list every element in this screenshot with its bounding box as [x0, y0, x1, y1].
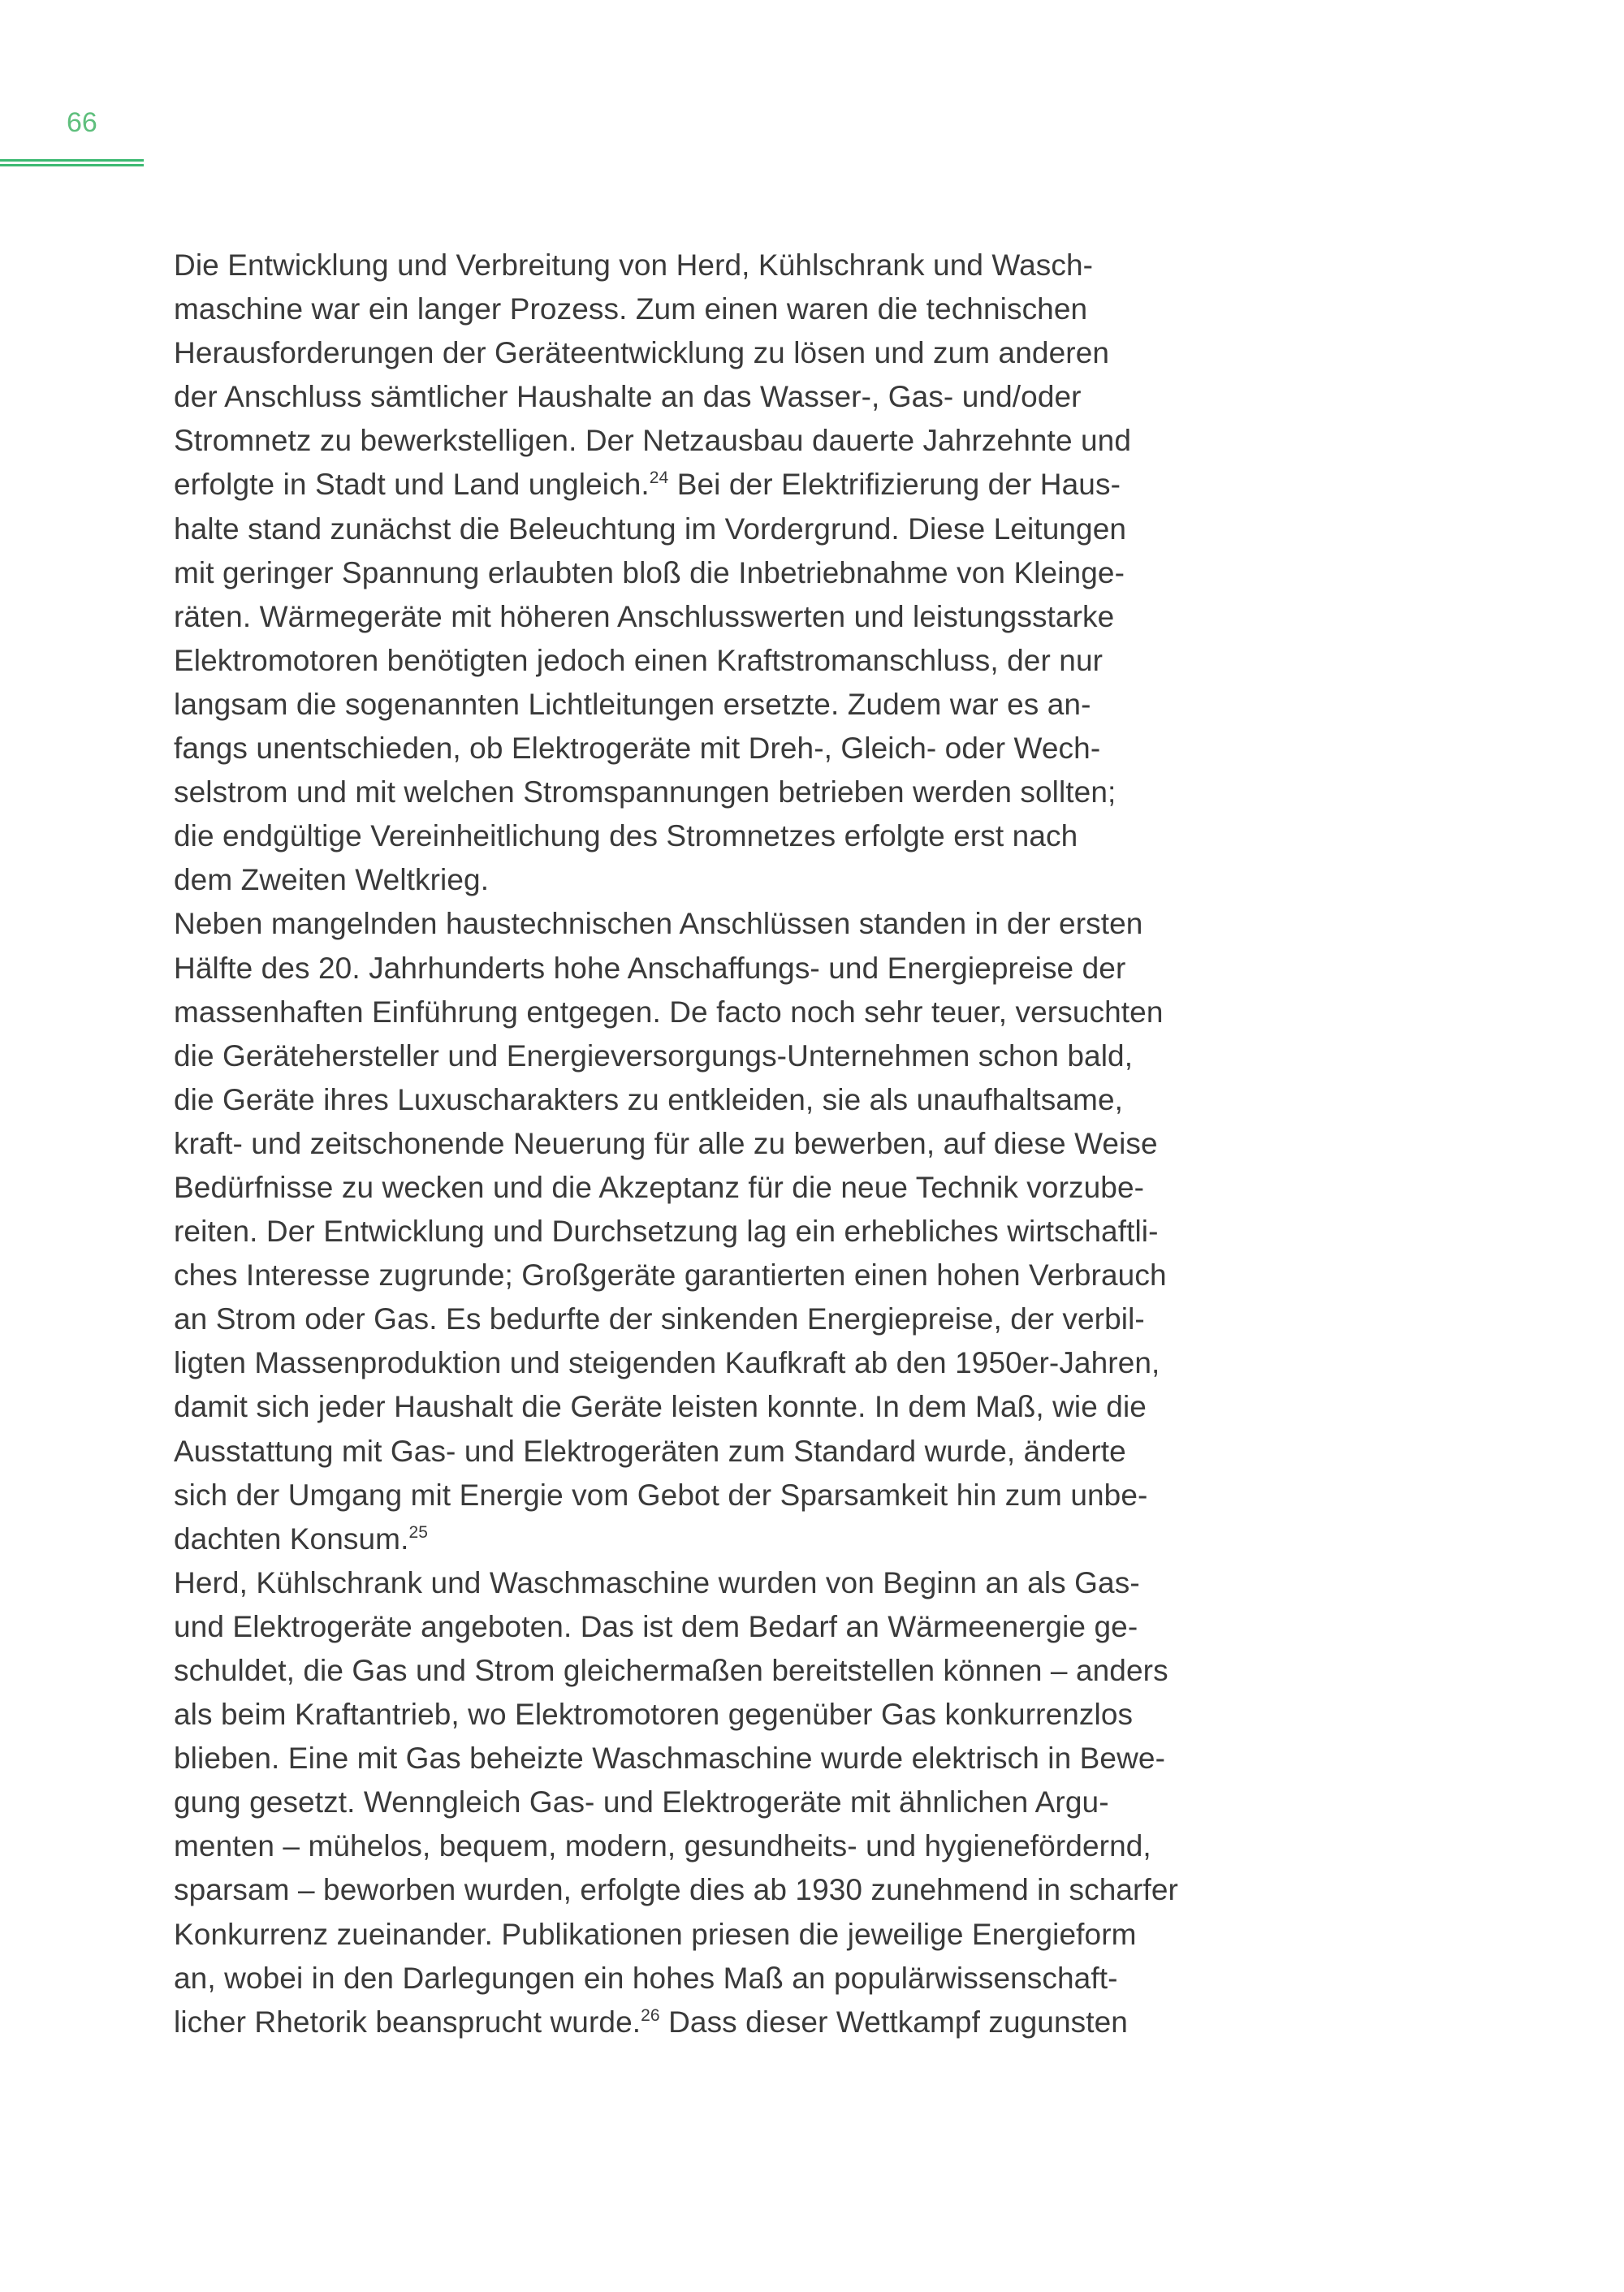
text-line — [174, 858, 1178, 902]
text-segment: damit sich jeder Haushalt die Geräte leisten konnte. In dem Maß, wie die — [174, 1390, 1147, 1424]
text-line — [174, 331, 1178, 375]
text-segment: Die Entwicklung und Verbreitung von Herd, Kühlschrank und Wasch- — [174, 248, 1094, 282]
text-segment: ligten Massenproduktion und steigenden Kaufkraft ab den 1950er-Jahren, — [174, 1346, 1160, 1380]
header-rule-bottom — [0, 164, 144, 166]
text-segment: an, wobei in den Darlegungen ein hohes Maß an populärwissenschaft- — [174, 1961, 1118, 1995]
text-segment: halte stand zunächst die Beleuchtung im Vordergrund. Diese Leitungen — [174, 511, 1127, 546]
text-line — [174, 727, 1178, 770]
text-line — [174, 1737, 1178, 1781]
text-segment: erfolgte in Stadt und Land ungleich. — [174, 468, 650, 502]
text-segment: fangs unentschieden, ob Elektrogeräte mit Dreh-, Gleich- oder Wech- — [174, 732, 1101, 766]
text-line — [174, 1605, 1178, 1649]
text-segment: räten. Wärmegeräte mit höheren Anschlusswerten und leistungsstarke — [174, 599, 1115, 633]
text-line — [174, 1913, 1178, 1957]
text-line — [174, 1957, 1178, 2001]
text-line — [174, 244, 1178, 287]
text-segment: sparsam – beworben wurden, erfolgte dies ab 1930 zunehmend in scharfer — [174, 1873, 1178, 1907]
text-segment: Dass dieser Wettkampf zugunsten — [659, 2005, 1128, 2039]
text-line — [174, 1693, 1178, 1737]
text-line — [174, 1430, 1178, 1474]
text-segment: die Gerätehersteller und Energieversorgungs-Unternehmen schon bald, — [174, 1038, 1134, 1073]
text-line — [174, 1254, 1178, 1297]
text-line — [174, 991, 1178, 1034]
text-line — [174, 1034, 1178, 1078]
text-line — [174, 902, 1178, 946]
text-segment: und Elektrogeräte angeboten. Das ist dem Bedarf an Wärmeenergie ge- — [174, 1609, 1138, 1643]
text-line — [174, 1341, 1178, 1385]
text-line — [174, 507, 1178, 551]
text-line — [174, 1517, 1178, 1561]
text-segment: Stromnetz zu bewerkstelligen. Der Netzausbau dauerte Jahrzehnte und — [174, 424, 1132, 458]
text-segment: Bei der Elektrifizierung der Haus- — [668, 468, 1121, 502]
text-segment: die Geräte ihres Luxuscharakters zu entkleiden, sie als unaufhaltsame, — [174, 1082, 1124, 1116]
text-line — [174, 1868, 1178, 1912]
text-segment: sich der Umgang mit Energie vom Gebot der Sparsamkeit hin zum unbe- — [174, 1478, 1148, 1512]
text-line — [174, 551, 1178, 595]
text-segment: Herd, Kühlschrank und Waschmaschine wurden von Beginn an als Gas- — [174, 1565, 1140, 1599]
text-segment: an Strom oder Gas. Es bedurfte der sinkenden Energiepreise, der verbil- — [174, 1302, 1145, 1336]
text-segment: dachten Konsum. — [174, 1522, 409, 1556]
body-text — [174, 244, 1178, 2044]
text-segment: gung gesetzt. Wenngleich Gas- und Elektrogeräte mit ähnlichen Argu- — [174, 1785, 1109, 1819]
text-line — [174, 287, 1178, 331]
text-line — [174, 2001, 1178, 2044]
text-line — [174, 1122, 1178, 1166]
text-segment: Bedürfnisse zu wecken und die Akzeptanz für die neue Technik vorzube- — [174, 1170, 1145, 1204]
text-line — [174, 1649, 1178, 1693]
text-line — [174, 814, 1178, 858]
text-segment: als beim Kraftantrieb, wo Elektromotoren gegenüber Gas konkurrenzlos — [174, 1698, 1134, 1732]
text-segment: Hälfte des 20. Jahrhunderts hohe Anschaffungs- und Energiepreise der — [174, 951, 1126, 985]
text-line — [174, 595, 1178, 639]
text-line — [174, 683, 1178, 727]
text-line — [174, 1297, 1178, 1341]
text-segment: maschine war ein langer Prozess. Zum einen waren die technischen — [174, 292, 1088, 326]
text-line — [174, 770, 1178, 814]
text-line — [174, 1385, 1178, 1429]
text-line — [174, 419, 1178, 463]
text-segment: ches Interesse zugrunde; Großgeräte garantierten einen hohen Verbrauch — [174, 1258, 1167, 1293]
text-line — [174, 1474, 1178, 1517]
text-segment: massenhaften Einführung entgegen. De facto noch sehr teuer, versuchten — [174, 995, 1164, 1029]
text-segment: Elektromotoren benötigten jedoch einen Kraftstromanschluss, der nur — [174, 643, 1104, 677]
text-segment: reiten. Der Entwicklung und Durchsetzung lag ein erhebliches wirtschaftli- — [174, 1215, 1159, 1249]
text-segment: blieben. Eine mit Gas beheizte Waschmaschine wurde elektrisch in Bewe- — [174, 1742, 1166, 1776]
text-line — [174, 1561, 1178, 1605]
text-line — [174, 1781, 1178, 1824]
text-segment: Ausstattung mit Gas- und Elektrogeräten zum Standard wurde, änderte — [174, 1434, 1126, 1468]
text-segment: langsam die sogenannten Lichtleitungen ersetzte. Zudem war es an- — [174, 687, 1091, 721]
text-segment: menten – mühelos, bequem, modern, gesundheits- und hygienefördernd, — [174, 1829, 1151, 1863]
text-segment: dem Zweiten Weltkrieg. — [174, 863, 490, 897]
text-segment: mit geringer Spannung erlaubten bloß die Inbetriebnahme von Kleinge- — [174, 555, 1125, 589]
text-segment: Konkurrenz zueinander. Publikationen priesen die jeweilige Energieform — [174, 1917, 1137, 1951]
text-line — [174, 947, 1178, 991]
text-segment: selstrom und mit welchen Stromspannungen betrieben werden sollten; — [174, 775, 1116, 809]
text-segment: der Anschluss sämtlicher Haushalte an das Wasser-, Gas- und/oder — [174, 380, 1082, 414]
footnote-ref: 24 — [649, 468, 669, 488]
footnote-ref: 25 — [408, 1522, 429, 1542]
text-line — [174, 639, 1178, 683]
text-line — [174, 463, 1178, 507]
text-segment: schuldet, die Gas und Strom gleichermaßen bereitstellen können – anders — [174, 1654, 1168, 1687]
page-number: 66 — [67, 107, 97, 138]
header-rule-top — [0, 159, 144, 162]
footnote-ref: 26 — [641, 2005, 660, 2025]
text-line — [174, 1210, 1178, 1254]
text-segment: kraft- und zeitschonende Neuerung für alle zu bewerben, auf diese Weise — [174, 1126, 1158, 1160]
text-segment: licher Rhetorik beansprucht wurde. — [174, 2005, 641, 2039]
text-line — [174, 1824, 1178, 1868]
text-line — [174, 1078, 1178, 1122]
text-line — [174, 1166, 1178, 1210]
text-segment: Herausforderungen der Geräteentwicklung zu lösen und zum anderen — [174, 336, 1110, 370]
text-segment: Neben mangelnden haustechnischen Anschlüssen standen in der ersten — [174, 907, 1143, 941]
text-line — [174, 375, 1178, 419]
text-segment: die endgültige Vereinheitlichung des Stromnetzes erfolgte erst nach — [174, 819, 1078, 853]
